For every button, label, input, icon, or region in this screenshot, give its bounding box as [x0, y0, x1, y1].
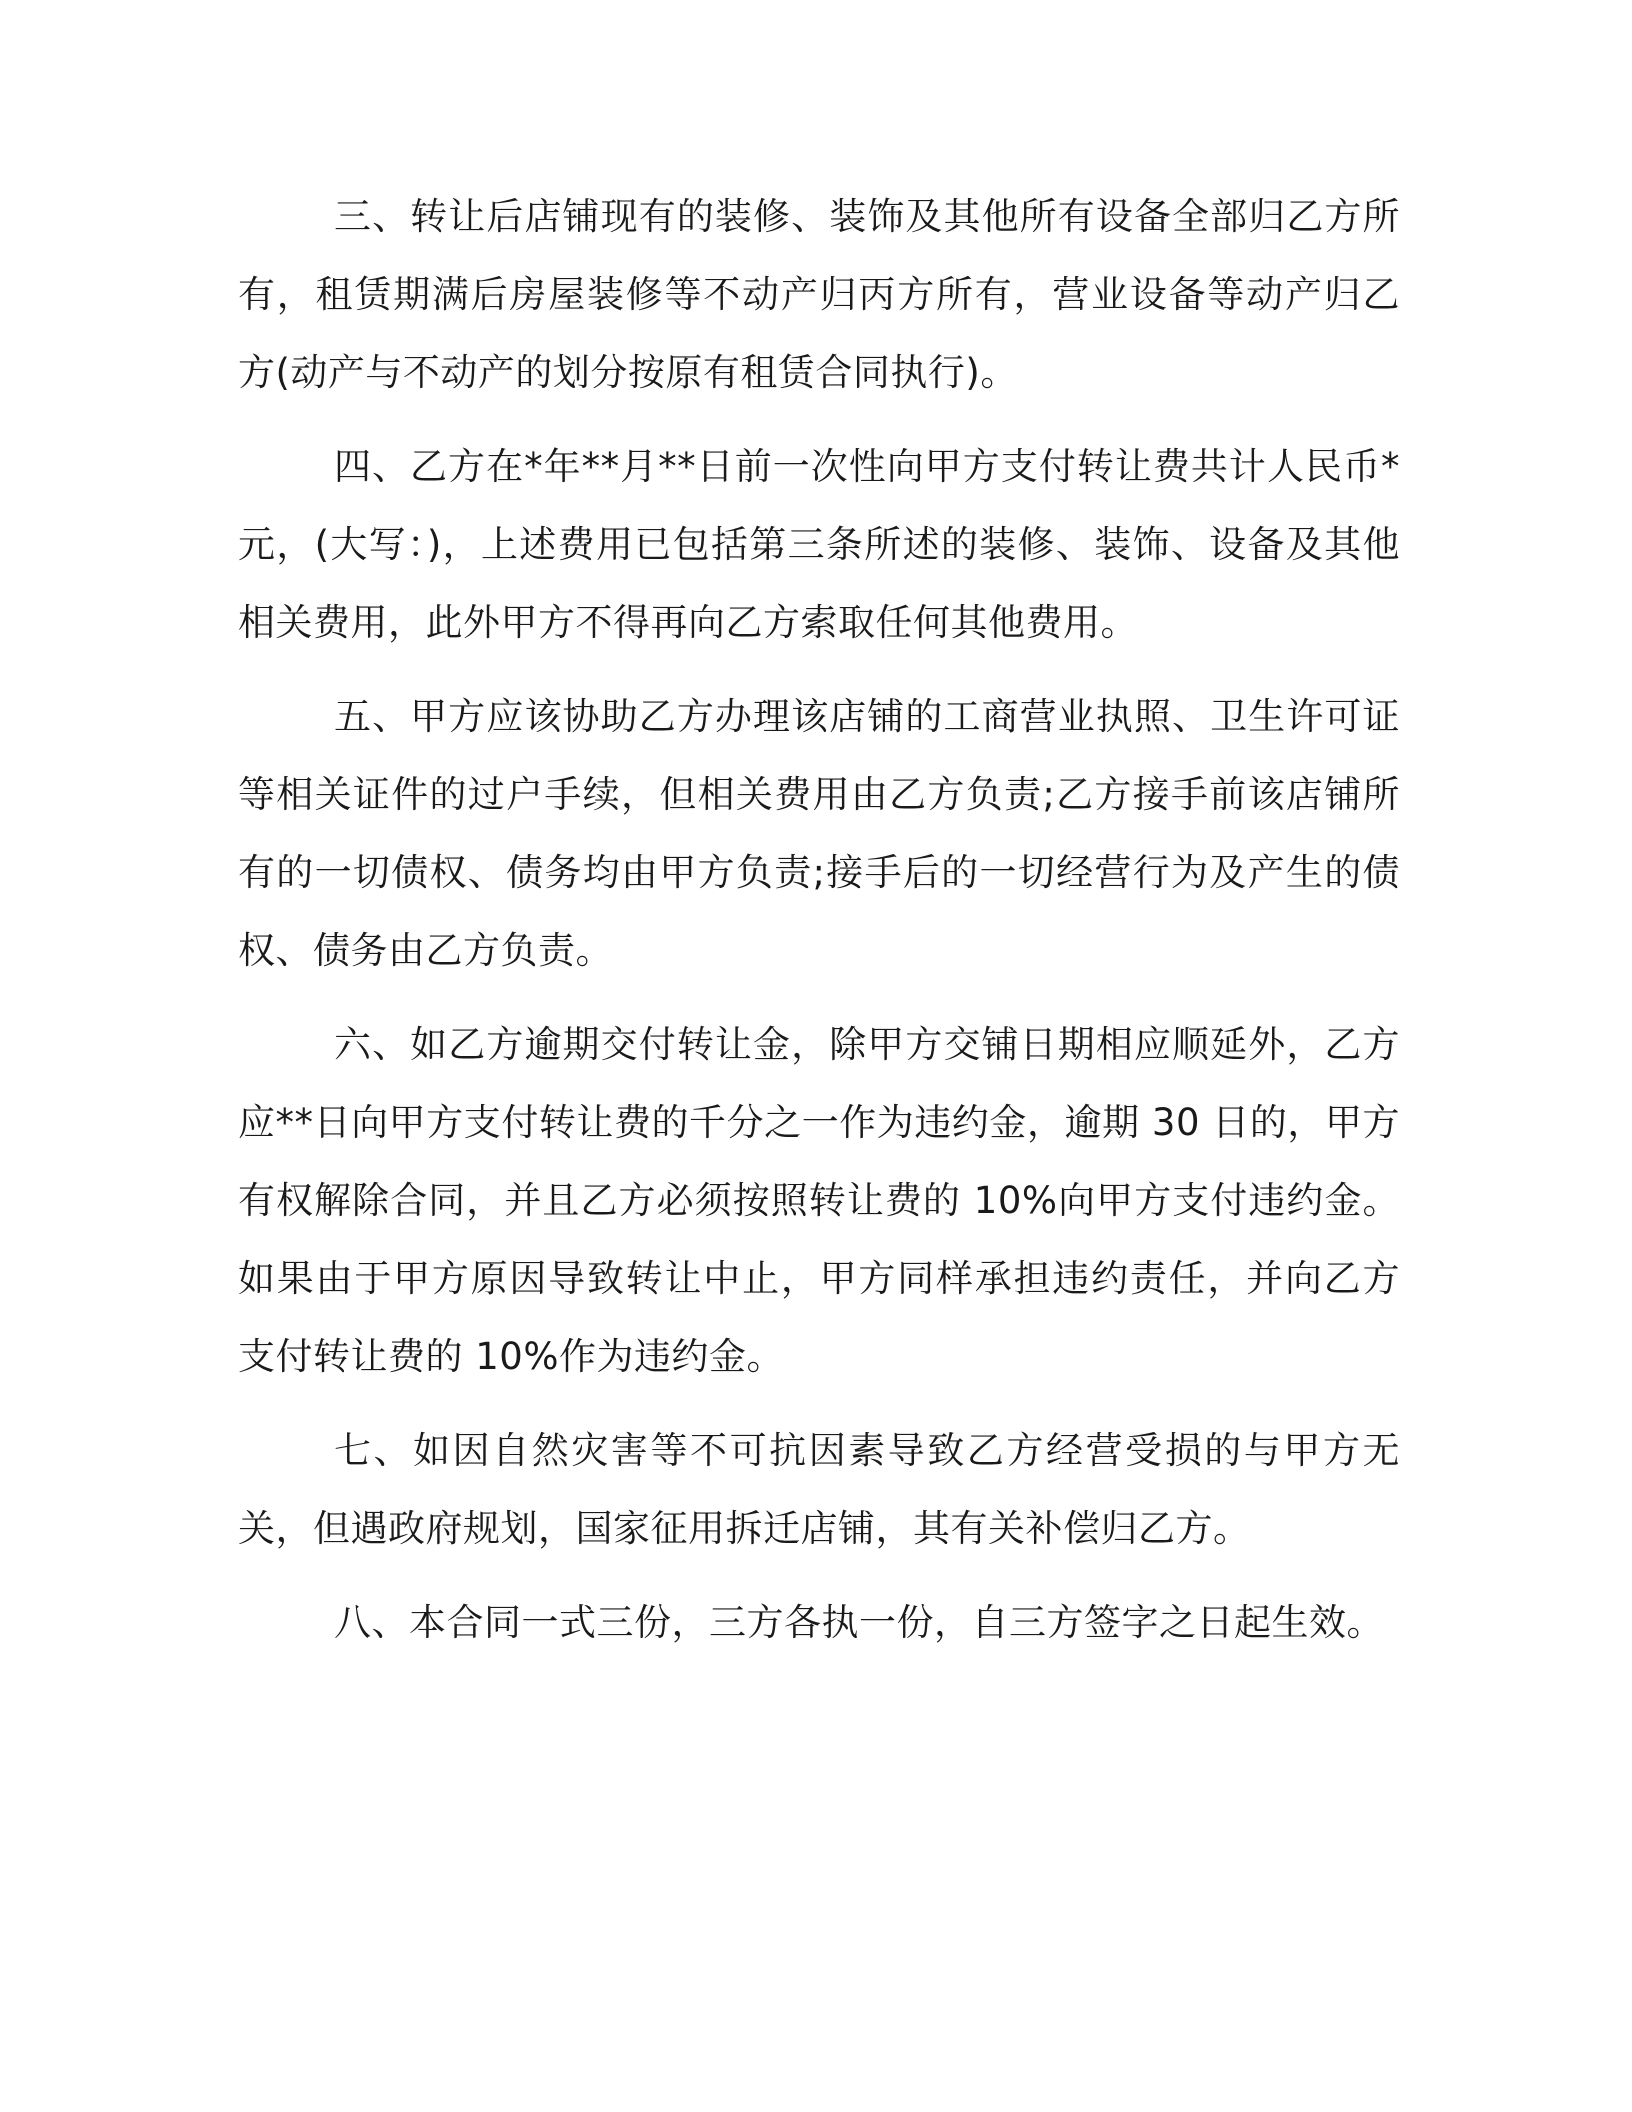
clause-4: 四、乙方在*年**月**日前一次性向甲方支付转让费共计人民币*元，(大写：)，上述费用已包括第三条所述的装修、装饰、设备及其他相关费用，此外甲方不得再向乙方索取任何其他费用。 [238, 445, 1400, 644]
clause-5: 五、甲方应该协助乙方办理该店铺的工商营业执照、卫生许可证等相关证件的过户手续，但相关费用由乙方负责;乙方接手前该店铺所有的一切债权、债务均由甲方负责;接手后的一切经营行为及产生的债权、债务由乙方负责。 [238, 695, 1400, 972]
clause-7: 七、如因自然灾害等不可抗因素导致乙方经营受损的与甲方无关，但遇政府规划，国家征用拆迁店铺，其有关补偿归乙方。 [238, 1429, 1400, 1550]
clause-3: 三、转让后店铺现有的装修、装饰及其他所有设备全部归乙方所有，租赁期满后房屋装修等不动产归丙方所有，营业设备等动产归乙方(动产与不动产的划分按原有租赁合同执行)。 [238, 195, 1400, 394]
clause-6: 六、如乙方逾期交付转让金，除甲方交铺日期相应顺延外，乙方应**日向甲方支付转让费的千分之一作为违约金，逾期 30 日的，甲方有权解除合同，并且乙方必须按照转让费的 10%向甲方支付违约金。如果由于甲方原因导致转让中止，甲方同样承担违约责任，并向乙方支付转让费的 10%作为违约金。 [238, 1023, 1400, 1378]
contract-body [238, 178, 1400, 1678]
clause-8: 八、本合同一式三份，三方各执一份，自三方签字之日起生效。 [334, 1601, 1384, 1644]
